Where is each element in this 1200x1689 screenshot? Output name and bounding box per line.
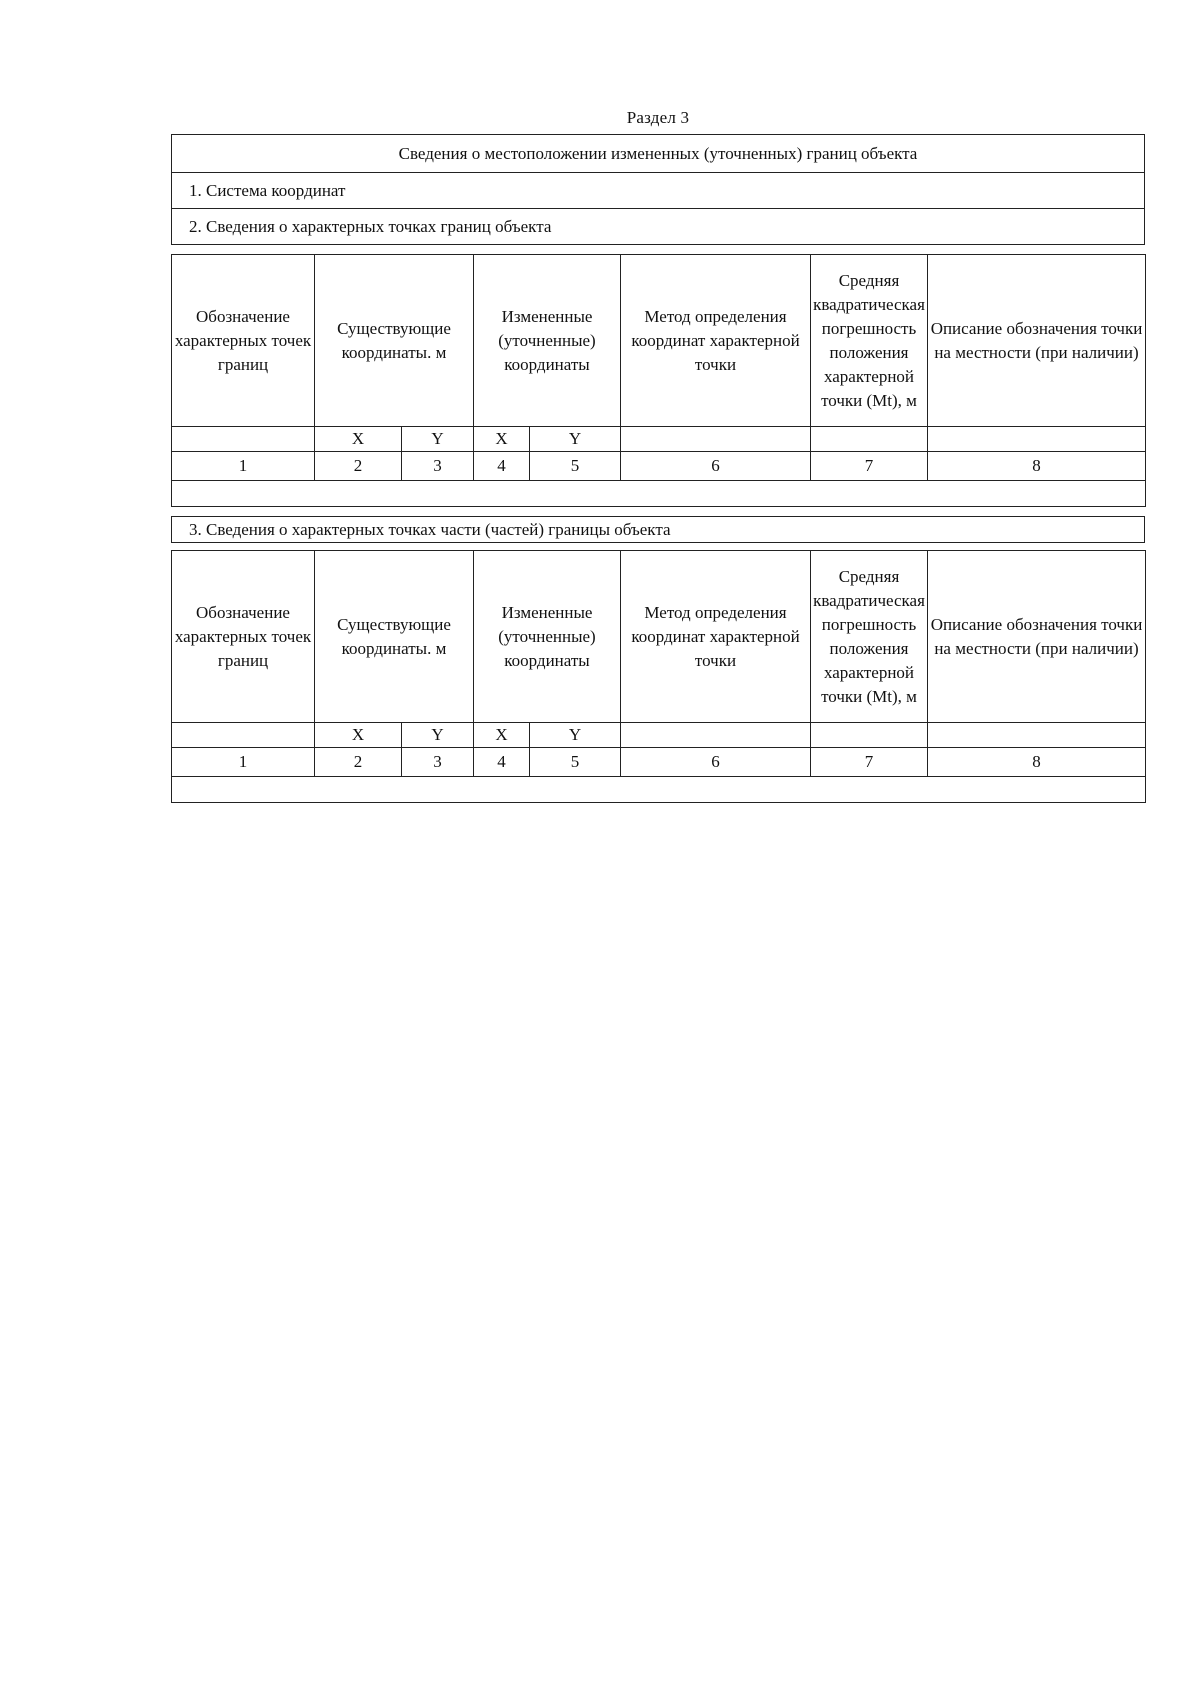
header-existing-coords: Существующие координаты. м [315,551,474,723]
sub-y-changed: Y [530,427,621,452]
col-number: 2 [315,748,402,777]
table-header-row [172,551,1146,723]
col-number: 4 [474,452,530,481]
header-existing-coords: Существующие координаты. м [315,255,474,427]
sub-empty [621,427,811,452]
col-number: 6 [621,452,811,481]
table-column-numbers-row [172,452,1146,481]
col-number: 7 [811,452,928,481]
header-mean-error: Средняя квадратическая погрешность положения характерной точки (Mt), м [811,551,928,723]
sub-x-existing: X [315,427,402,452]
sub-y-changed: Y [530,723,621,748]
sub-empty [928,723,1146,748]
col-number: 4 [474,748,530,777]
col-number: 7 [811,748,928,777]
sub-x-existing: X [315,723,402,748]
boundaries-heading: Сведения о местоположении измененных (уточненных) границ объекта [398,143,918,163]
header-description: Описание обозначения точки на местности (при наличии) [928,551,1146,723]
header-designation: Обозначение характерных точек границ [172,551,315,723]
header-mean-error: Средняя квадратическая погрешность положения характерной точки (Mt), м [811,255,928,427]
col-number: 5 [530,748,621,777]
header-description: Описание обозначения точки на местности (при наличии) [928,255,1146,427]
table-subheader-row [172,427,1146,452]
part-points-table [171,550,1146,803]
table-header-row [172,255,1146,427]
sub-empty [621,723,811,748]
col-number: 3 [402,452,474,481]
col-number: 8 [928,748,1146,777]
header-info-box [171,134,1145,245]
col-number: 2 [315,452,402,481]
col-number: 1 [172,452,315,481]
col-number: 8 [928,452,1146,481]
header-changed-coords: Измененные (уточненные) координаты [474,551,621,723]
col-number: 1 [172,748,315,777]
empty-data-cell [172,777,1146,803]
sub-empty [811,723,928,748]
sub-x-changed: X [474,723,530,748]
boundary-points-heading: 2. Сведения о характерных точках границ объекта [172,208,1144,244]
sub-x-changed: X [474,427,530,452]
table-column-numbers-row [172,748,1146,777]
sub-empty [928,427,1146,452]
empty-data-cell [172,481,1146,507]
sub-empty [811,427,928,452]
col-number: 6 [621,748,811,777]
header-method: Метод определения координат характерной точки [621,551,811,723]
sub-y-existing: Y [402,723,474,748]
sub-empty [172,427,315,452]
col-number: 3 [402,748,474,777]
header-changed-coords: Измененные (уточненные) координаты [474,255,621,427]
header-method: Метод определения координат характерной точки [621,255,811,427]
table-empty-row [172,777,1146,803]
section-title: Раздел 3 [626,108,690,127]
col-number: 5 [530,452,621,481]
boundary-points-table [171,254,1146,507]
part-info-box [171,516,1145,543]
part-points-heading: 3. Сведения о характерных точках части (частей) границы объекта [189,519,671,539]
coordinate-system-row: 1. Система координат [172,172,1144,208]
sub-y-existing: Y [402,427,474,452]
sub-empty [172,723,315,748]
table-empty-row [172,481,1146,507]
header-designation: Обозначение характерных точек границ [172,255,315,427]
table-subheader-row [172,723,1146,748]
